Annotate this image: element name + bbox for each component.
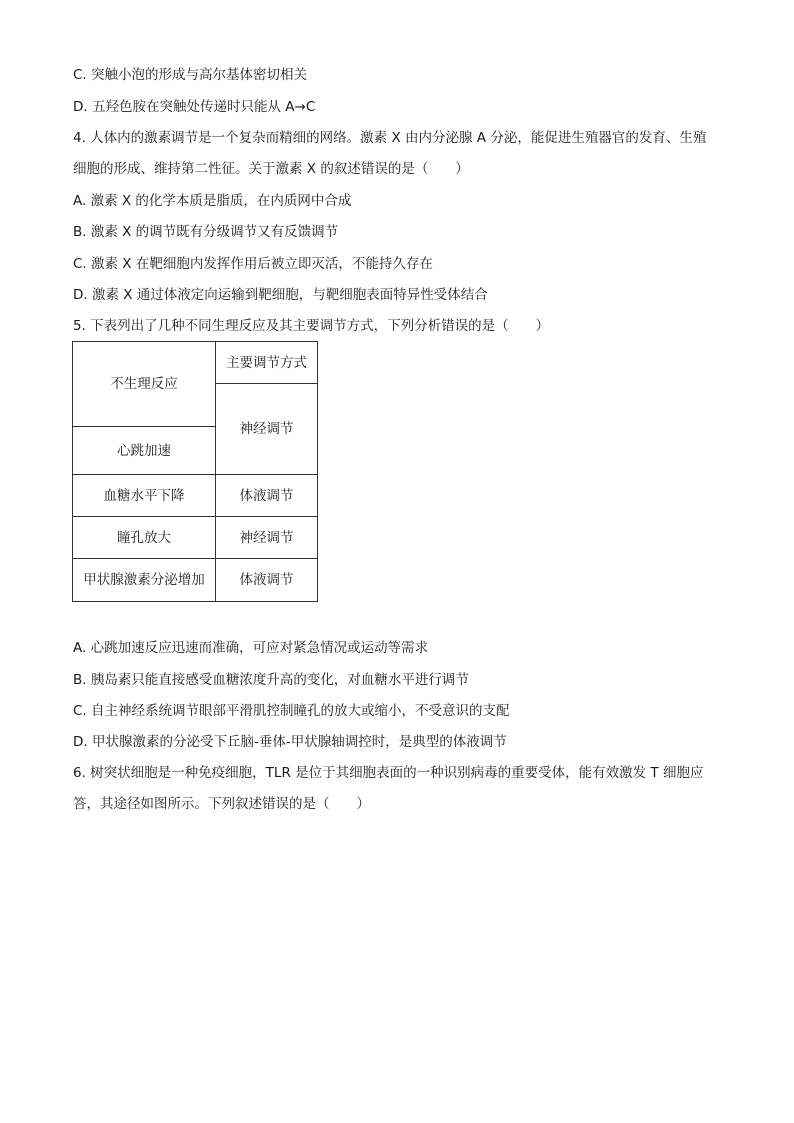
option-4b: B. 激素 X 的调节既有分级调节又有反馈调节 — [73, 224, 339, 240]
option-5a: A. 心跳加速反应迅速而准确，可应对紧急情况或运动等需求 — [73, 640, 429, 656]
option-5d: D. 甲状腺激素的分泌受下丘脑-垂体-甲状腺轴调控时，是典型的体液调节 — [73, 734, 507, 750]
table-header-reaction: 不生理反应 — [73, 342, 216, 427]
table-cell-reaction: 甲状腺激素分泌增加 — [73, 559, 216, 602]
table-cell-reaction: 瞳孔放大 — [73, 517, 216, 559]
table-cell-method: 神经调节 — [216, 384, 318, 475]
option-3c: C. 突触小泡的形成与高尔基体密切相关 — [73, 67, 308, 83]
table-cell-method: 神经调节 — [216, 517, 318, 559]
question-5-stem: 5. 下表列出了几种不同生理反应及其主要调节方式，下列分析错误的是（ ） — [73, 318, 550, 334]
option-5b: B. 胰岛素只能直接感受血糖浓度升高的变化，对血糖水平进行调节 — [73, 672, 469, 688]
table-header-method: 主要调节方式 — [216, 342, 318, 384]
option-4c: C. 激素 X 在靶细胞内发挥作用后被立即灭活，不能持久存在 — [73, 256, 433, 272]
table-cell-reaction: 心跳加速 — [73, 427, 216, 475]
regulation-table — [72, 341, 318, 602]
question-6-stem: 6. 树突状细胞是一种免疫细胞，TLR 是位于其细胞表面的一种识别病毒的重要受体，能有效激发 T 细胞应答，其途径如图所示。下列叙述错误的是（ ） — [73, 765, 704, 812]
question-4-stem-line1: 4. 人体内的激素调节是一个复杂而精细的网络。激素 X 由内分泌腺 A 分泌，能促进生殖器官的发育、生殖 — [73, 130, 707, 146]
question-4-stem-line2: 细胞的形成、维持第二性征。关于激素 X 的叙述错误的是（ ） — [73, 161, 469, 177]
option-4d: D. 激素 X 通过体液定向运输到靶细胞，与靶细胞表面特异性受体结合 — [73, 287, 488, 303]
table-cell-method: 体液调节 — [216, 559, 318, 602]
option-3d: D. 五羟色胺在突触处传递时只能从 A→C — [73, 99, 316, 115]
table-cell-method: 体液调节 — [216, 475, 318, 517]
table-cell-reaction: 血糖水平下降 — [73, 475, 216, 517]
option-4a: A. 激素 X 的化学本质是脂质，在内质网中合成 — [73, 193, 352, 209]
option-5c: C. 自主神经系统调节眼部平滑肌控制瞳孔的放大或缩小，不受意识的支配 — [73, 703, 510, 719]
